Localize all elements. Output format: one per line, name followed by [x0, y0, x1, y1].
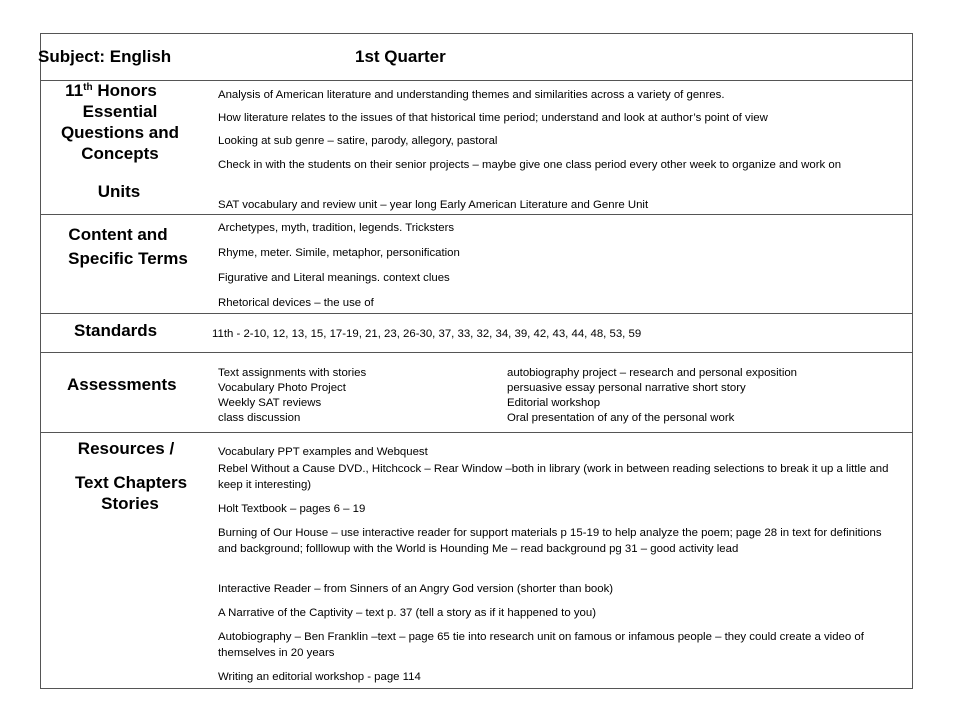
essential-item: SAT vocabulary and review unit – year long Early American Literature and Genre Unit — [218, 199, 649, 211]
subject-title: Subject: English — [38, 47, 172, 66]
content-item: Figurative and Literal meanings. context clues — [218, 272, 450, 284]
essential-label: 11th Honors Essential Questions and Concepts — [40, 80, 200, 164]
essential-item: Looking at sub genre – satire, parody, allegory, pastoral — [218, 135, 498, 147]
essential-item: Check in with the students on their senior projects – maybe give one class period every other week to organize and work on — [218, 159, 842, 171]
assessment-item: Weekly SAT reviews — [218, 397, 322, 409]
assessment-item: class discussion — [218, 412, 301, 424]
assessment-item: Vocabulary Photo Project — [218, 382, 346, 394]
resource-item: Rebel Without a Cause DVD., Hitchcock – Rear Window –both in library (work in between reading selections to break it up a little and keep it interesting) — [218, 463, 889, 491]
units-label: Units — [97, 182, 141, 201]
essential-item: Analysis of American literature and understanding themes and similarities across a variety of genres. — [218, 89, 725, 101]
resource-item: Autobiography – Ben Franklin –text – page 65 tie into research unit on famous or infamous people – they could create a video of themselves in 20 years — [218, 631, 864, 659]
assessments-label: Assessments — [67, 375, 177, 394]
assessment-item: Oral presentation of any of the personal work — [507, 412, 735, 424]
essential-item: How literature relates to the issues of that historical time period; understand and look at author’s point of view — [218, 112, 768, 124]
row-divider — [40, 432, 913, 433]
resource-item: Holt Textbook – pages 6 – 19 — [218, 503, 366, 515]
standards-value: 11th - 2-10, 12, 13, 15, 17-19, 21, 23, 26-30, 37, 33, 32, 34, 39, 42, 43, 44, 48, 53, 59 — [212, 328, 642, 340]
content-item: Rhetorical devices – the use of — [218, 297, 374, 309]
content-label: Content and Specific Terms — [68, 225, 188, 268]
resource-item: A Narrative of the Captivity – text p. 37 (tell a story as if it happened to you) — [218, 607, 596, 619]
resources-label: Resources / Text Chapters Stories — [74, 439, 188, 513]
resource-item: Interactive Reader – from Sinners of an Angry God version (shorter than book) — [218, 583, 614, 595]
row-divider — [40, 214, 913, 215]
assessment-item: Editorial workshop — [507, 397, 601, 409]
assessment-item: persuasive essay personal narrative short story — [507, 382, 746, 394]
quarter-title: 1st Quarter — [355, 47, 446, 66]
standards-label: Standards — [74, 321, 158, 340]
assessment-item: Text assignments with stories — [218, 367, 367, 379]
row-divider — [40, 313, 913, 314]
content-item: Archetypes, myth, tradition, legends. Tricksters — [218, 222, 455, 234]
resource-item: Writing an editorial workshop - page 114 — [218, 671, 421, 683]
content-item: Rhyme, meter. Simile, metaphor, personification — [218, 247, 460, 259]
resource-item: Vocabulary PPT examples and Webquest — [218, 446, 428, 458]
assessment-item: autobiography project – research and personal exposition — [507, 367, 798, 379]
essential-label-line1: 11th Honors — [65, 81, 157, 100]
row-divider — [40, 352, 913, 353]
resource-item: Burning of Our House – use interactive reader for support materials p 15-19 to help analyze the poem; page 28 in text for definitions and background; folllowup with the World is Hounding Me – read background pg 31 – good activity lead — [218, 527, 882, 555]
